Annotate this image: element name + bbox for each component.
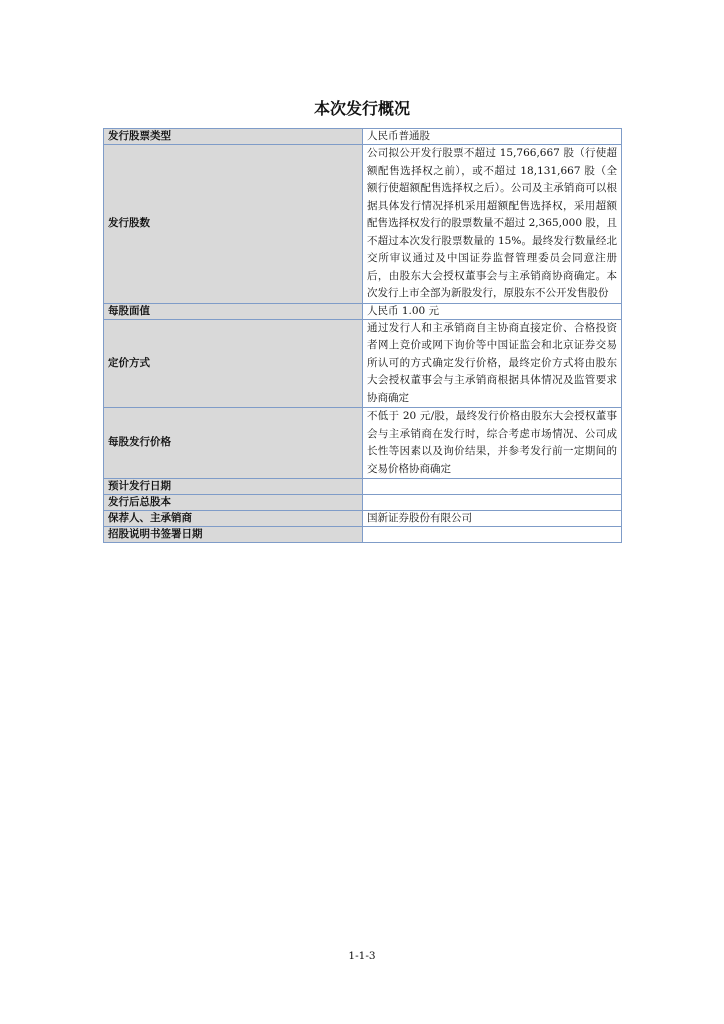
table-row xyxy=(104,479,622,495)
row-value-share-count: 公司拟公开发行股票不超过 15,766,667 股（行使超额配售选择权之前），或不超过 18,131,667 股（全额行使超额配售选择权之后）。公司及主承销商可以根据具体发行情况择机采用超额配售选择权，采用超额配售选择权发行的股票数量不超过 2,365,000 股，且不超过本次发行股票数量的 15%。最终发行数量经北交所审议通过及中国证券监督管理委员会同意注册后，由股东大会授权董事会与主承销商协商确定。本次发行上市全部为新股发行，原股东不公开发售股份 xyxy=(363,145,622,304)
row-value-signing-date xyxy=(363,527,622,543)
row-value-sponsor: 国新证券股份有限公司 xyxy=(363,511,622,527)
row-label-share-count: 发行股数 xyxy=(104,145,363,304)
table-row xyxy=(104,303,622,319)
table-row xyxy=(104,511,622,527)
row-label-signing-date: 招股说明书签署日期 xyxy=(104,527,363,543)
table-row xyxy=(104,495,622,511)
row-label-total-shares: 发行后总股本 xyxy=(104,495,363,511)
offering-overview-table xyxy=(103,128,622,543)
row-value-total-shares xyxy=(363,495,622,511)
row-value-issue-date xyxy=(363,479,622,495)
row-value-pricing-method: 通过发行人和主承销商自主协商直接定价、合格投资者网上竞价或网下询价等中国证监会和北京证券交易所认可的方式确定发行价格，最终定价方式将由股东大会授权董事会与主承销商根据具体情况及监管要求协商确定 xyxy=(363,319,622,408)
row-label-issue-price: 每股发行价格 xyxy=(104,408,363,479)
page-title: 本次发行概况 xyxy=(313,99,410,118)
table-row xyxy=(104,129,622,145)
row-value-stock-type: 人民币普通股 xyxy=(363,129,622,145)
table-row xyxy=(104,408,622,479)
page-number: 1-1-3 xyxy=(348,950,376,962)
row-label-par-value: 每股面值 xyxy=(104,303,363,319)
row-label-pricing-method: 定价方式 xyxy=(104,319,363,408)
table-row xyxy=(104,319,622,408)
row-label-sponsor: 保荐人、主承销商 xyxy=(104,511,363,527)
row-label-stock-type: 发行股票类型 xyxy=(104,129,363,145)
row-value-par-value: 人民币 1.00 元 xyxy=(363,303,622,319)
row-value-issue-price: 不低于 20 元/股，最终发行价格由股东大会授权董事会与主承销商在发行时，综合考虑市场情况、公司成长性等因素以及询价结果，并参考发行前一定期间的交易价格协商确定 xyxy=(363,408,622,479)
table-row xyxy=(104,527,622,543)
row-label-issue-date: 预计发行日期 xyxy=(104,479,363,495)
table-row xyxy=(104,145,622,304)
